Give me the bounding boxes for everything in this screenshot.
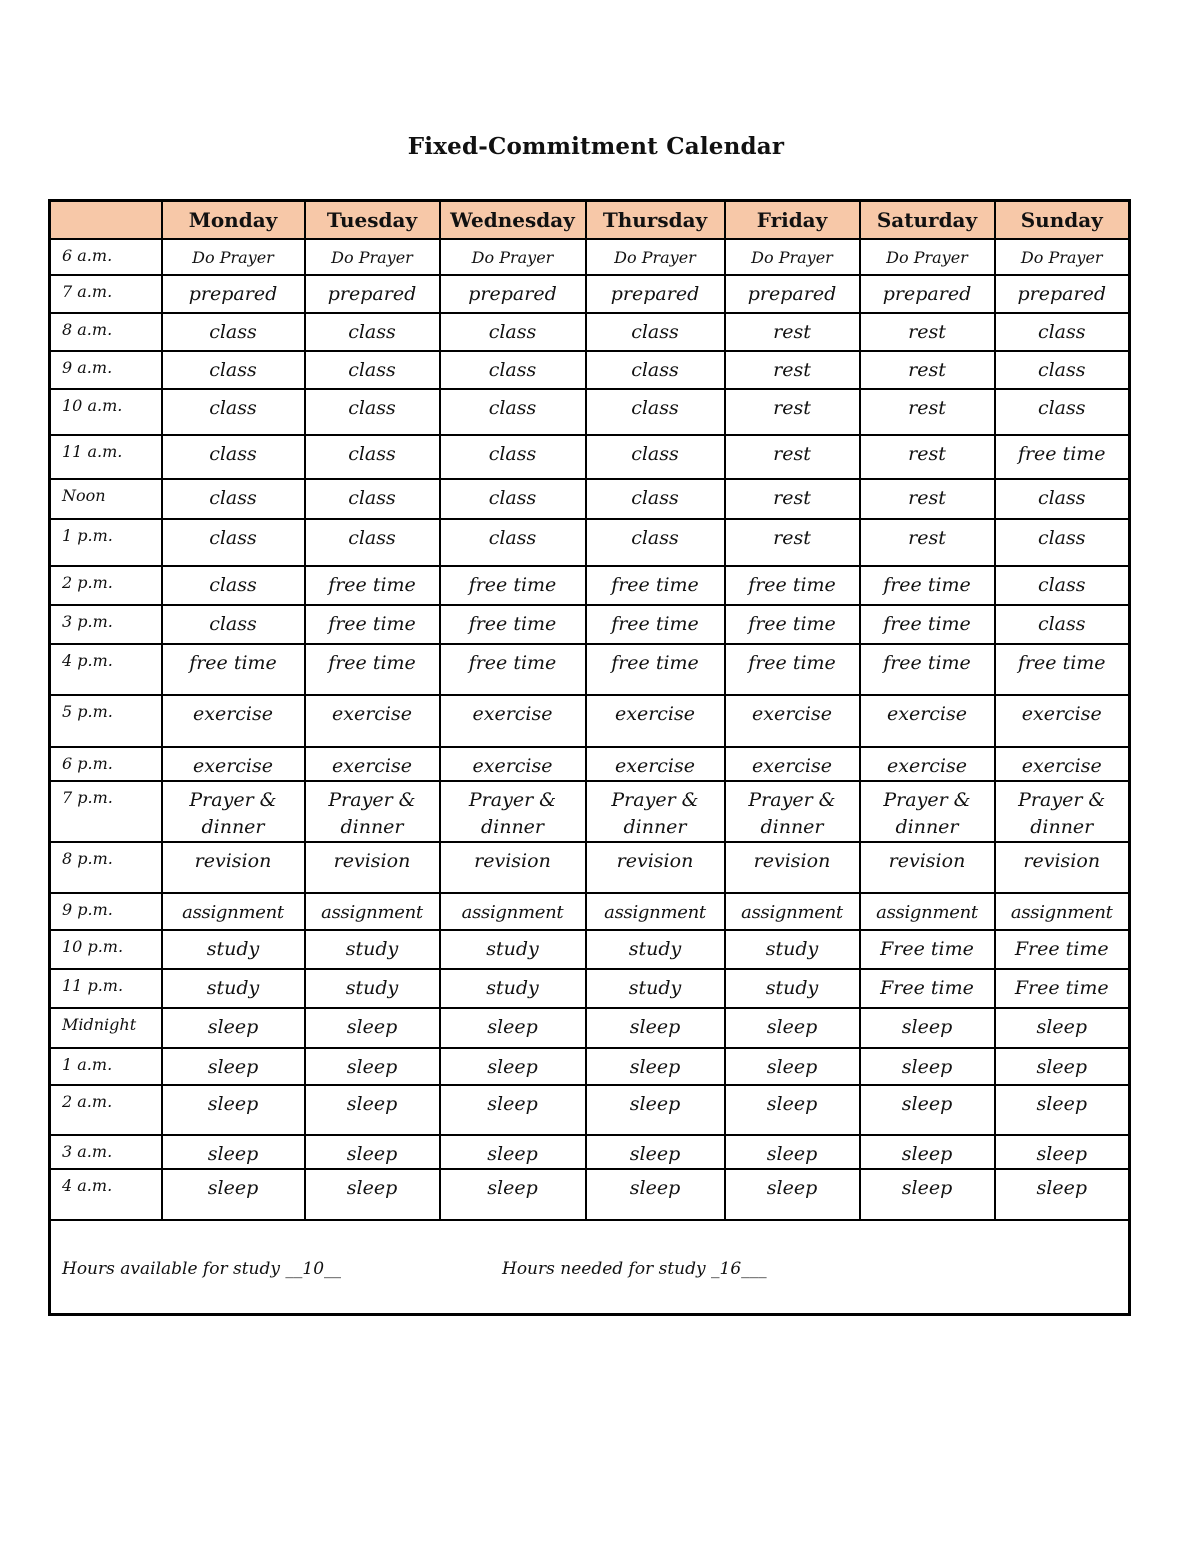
activity-cell: Free time: [995, 969, 1130, 1008]
activity-cell: sleep: [860, 1048, 995, 1085]
activity-cell: sleep: [725, 1048, 860, 1085]
time-column-header: [50, 201, 162, 240]
activity-cell: class: [162, 313, 305, 351]
activity-cell: class: [440, 479, 586, 519]
day-header: Monday: [162, 201, 305, 240]
activity-cell: exercise: [162, 747, 305, 781]
study-hours-footer: [50, 1220, 1130, 1315]
activity-cell: prepared: [725, 275, 860, 313]
activity-cell: rest: [725, 435, 860, 479]
activity-cell: class: [995, 605, 1130, 644]
activity-cell: Prayer & dinner: [725, 781, 860, 842]
activity-cell: prepared: [860, 275, 995, 313]
schedule-row: [50, 435, 1130, 479]
activity-cell: class: [305, 351, 440, 389]
activity-cell: class: [305, 313, 440, 351]
activity-cell: free time: [725, 605, 860, 644]
time-label: 11 p.m.: [50, 969, 162, 1008]
activity-cell: rest: [725, 351, 860, 389]
time-label: 4 p.m.: [50, 644, 162, 695]
day-header: Thursday: [586, 201, 725, 240]
day-header: Sunday: [995, 201, 1130, 240]
activity-cell: free time: [995, 644, 1130, 695]
activity-cell: free time: [725, 644, 860, 695]
activity-cell: assignment: [860, 893, 995, 930]
activity-cell: Do Prayer: [440, 239, 586, 275]
schedule-row: [50, 842, 1130, 893]
activity-cell: assignment: [586, 893, 725, 930]
activity-cell: sleep: [586, 1085, 725, 1135]
activity-cell: class: [586, 313, 725, 351]
activity-cell: prepared: [995, 275, 1130, 313]
activity-cell: exercise: [725, 695, 860, 747]
schedule-row: [50, 1169, 1130, 1220]
activity-cell: assignment: [162, 893, 305, 930]
activity-cell: class: [162, 519, 305, 566]
activity-cell: free time: [162, 644, 305, 695]
activity-cell: exercise: [725, 747, 860, 781]
activity-cell: Do Prayer: [162, 239, 305, 275]
activity-cell: class: [440, 389, 586, 435]
activity-cell: sleep: [995, 1085, 1130, 1135]
time-label: 6 a.m.: [50, 239, 162, 275]
activity-cell: Prayer & dinner: [995, 781, 1130, 842]
activity-cell: class: [162, 351, 305, 389]
time-label: 9 p.m.: [50, 893, 162, 930]
activity-cell: rest: [860, 479, 995, 519]
activity-cell: rest: [860, 435, 995, 479]
activity-cell: sleep: [305, 1169, 440, 1220]
activity-cell: exercise: [440, 695, 586, 747]
activity-cell: Do Prayer: [995, 239, 1130, 275]
schedule-row: [50, 1008, 1130, 1048]
schedule-row: [50, 605, 1130, 644]
header-row: [50, 201, 1130, 240]
time-label: 7 p.m.: [50, 781, 162, 842]
activity-cell: prepared: [440, 275, 586, 313]
activity-cell: revision: [725, 842, 860, 893]
activity-cell: study: [440, 930, 586, 969]
day-header: Saturday: [860, 201, 995, 240]
activity-cell: sleep: [162, 1169, 305, 1220]
activity-cell: class: [305, 389, 440, 435]
activity-cell: prepared: [586, 275, 725, 313]
activity-cell: study: [305, 930, 440, 969]
activity-cell: revision: [995, 842, 1130, 893]
activity-cell: class: [162, 435, 305, 479]
activity-cell: rest: [725, 389, 860, 435]
activity-cell: Prayer & dinner: [162, 781, 305, 842]
activity-cell: free time: [995, 435, 1130, 479]
activity-cell: revision: [860, 842, 995, 893]
activity-cell: sleep: [725, 1135, 860, 1169]
activity-cell: study: [725, 969, 860, 1008]
footer-row: [50, 1220, 1130, 1315]
activity-cell: sleep: [860, 1135, 995, 1169]
schedule-row: [50, 644, 1130, 695]
time-label: 3 p.m.: [50, 605, 162, 644]
activity-cell: sleep: [860, 1169, 995, 1220]
activity-cell: Prayer & dinner: [305, 781, 440, 842]
activity-cell: prepared: [305, 275, 440, 313]
activity-cell: study: [586, 969, 725, 1008]
time-label: 4 a.m.: [50, 1169, 162, 1220]
activity-cell: Prayer & dinner: [440, 781, 586, 842]
activity-cell: exercise: [860, 747, 995, 781]
activity-cell: Do Prayer: [860, 239, 995, 275]
time-label: 11 a.m.: [50, 435, 162, 479]
activity-cell: free time: [586, 566, 725, 605]
activity-cell: sleep: [995, 1135, 1130, 1169]
activity-cell: study: [586, 930, 725, 969]
activity-cell: sleep: [995, 1169, 1130, 1220]
schedule-row: [50, 389, 1130, 435]
schedule-row: [50, 1135, 1130, 1169]
page-title: Fixed-Commitment Calendar: [407, 133, 785, 160]
activity-cell: class: [440, 313, 586, 351]
activity-cell: sleep: [162, 1135, 305, 1169]
activity-cell: class: [995, 351, 1130, 389]
time-label: 2 p.m.: [50, 566, 162, 605]
activity-cell: Prayer & dinner: [860, 781, 995, 842]
activity-cell: class: [586, 389, 725, 435]
activity-cell: sleep: [725, 1169, 860, 1220]
activity-cell: sleep: [440, 1135, 586, 1169]
time-label: 5 p.m.: [50, 695, 162, 747]
time-label: 3 a.m.: [50, 1135, 162, 1169]
activity-cell: Do Prayer: [305, 239, 440, 275]
activity-cell: assignment: [440, 893, 586, 930]
activity-cell: revision: [162, 842, 305, 893]
activity-cell: free time: [586, 605, 725, 644]
activity-cell: sleep: [586, 1008, 725, 1048]
activity-cell: free time: [860, 644, 995, 695]
time-label: 2 a.m.: [50, 1085, 162, 1135]
schedule-row: [50, 695, 1130, 747]
activity-cell: Prayer & dinner: [586, 781, 725, 842]
time-label: 10 p.m.: [50, 930, 162, 969]
activity-cell: class: [305, 435, 440, 479]
activity-cell: class: [995, 479, 1130, 519]
schedule-row: [50, 930, 1130, 969]
activity-cell: free time: [586, 644, 725, 695]
activity-cell: exercise: [305, 747, 440, 781]
activity-cell: class: [440, 519, 586, 566]
schedule-row: [50, 781, 1130, 842]
activity-cell: Free time: [860, 969, 995, 1008]
schedule-row: [50, 1085, 1130, 1135]
schedule-row: [50, 239, 1130, 275]
activity-cell: class: [440, 351, 586, 389]
activity-cell: revision: [586, 842, 725, 893]
time-label: 9 a.m.: [50, 351, 162, 389]
time-label: 8 p.m.: [50, 842, 162, 893]
activity-cell: free time: [860, 566, 995, 605]
time-label: 7 a.m.: [50, 275, 162, 313]
activity-cell: class: [586, 479, 725, 519]
activity-cell: exercise: [586, 695, 725, 747]
activity-cell: free time: [440, 605, 586, 644]
activity-cell: sleep: [995, 1048, 1130, 1085]
activity-cell: study: [162, 930, 305, 969]
activity-cell: class: [305, 519, 440, 566]
schedule-table: [48, 199, 1131, 1316]
activity-cell: revision: [305, 842, 440, 893]
schedule-row: [50, 893, 1130, 930]
activity-cell: exercise: [440, 747, 586, 781]
activity-cell: free time: [725, 566, 860, 605]
activity-cell: class: [162, 566, 305, 605]
activity-cell: free time: [305, 605, 440, 644]
activity-cell: rest: [725, 313, 860, 351]
activity-cell: free time: [440, 566, 586, 605]
activity-cell: exercise: [162, 695, 305, 747]
activity-cell: Free time: [860, 930, 995, 969]
activity-cell: class: [162, 389, 305, 435]
schedule-row: [50, 566, 1130, 605]
activity-cell: sleep: [725, 1008, 860, 1048]
activity-cell: class: [995, 313, 1130, 351]
time-label: Midnight: [50, 1008, 162, 1048]
schedule-row: [50, 479, 1130, 519]
activity-cell: class: [305, 479, 440, 519]
activity-cell: study: [305, 969, 440, 1008]
activity-cell: sleep: [162, 1048, 305, 1085]
activity-cell: revision: [440, 842, 586, 893]
activity-cell: sleep: [440, 1048, 586, 1085]
activity-cell: study: [162, 969, 305, 1008]
activity-cell: assignment: [725, 893, 860, 930]
schedule-row: [50, 747, 1130, 781]
activity-cell: sleep: [995, 1008, 1130, 1048]
time-label: 10 a.m.: [50, 389, 162, 435]
activity-cell: sleep: [440, 1008, 586, 1048]
activity-cell: sleep: [440, 1085, 586, 1135]
activity-cell: study: [440, 969, 586, 1008]
activity-cell: sleep: [725, 1085, 860, 1135]
activity-cell: class: [162, 605, 305, 644]
activity-cell: Do Prayer: [586, 239, 725, 275]
activity-cell: class: [586, 435, 725, 479]
activity-cell: class: [995, 519, 1130, 566]
activity-cell: exercise: [995, 695, 1130, 747]
schedule-row: [50, 1048, 1130, 1085]
hours-available-text: Hours available for study __10__: [62, 1259, 342, 1279]
schedule-row: [50, 519, 1130, 566]
activity-cell: sleep: [860, 1008, 995, 1048]
activity-cell: sleep: [586, 1169, 725, 1220]
time-label: 8 a.m.: [50, 313, 162, 351]
activity-cell: assignment: [305, 893, 440, 930]
activity-cell: prepared: [162, 275, 305, 313]
activity-cell: class: [162, 479, 305, 519]
time-label: 1 a.m.: [50, 1048, 162, 1085]
activity-cell: exercise: [305, 695, 440, 747]
time-label: 1 p.m.: [50, 519, 162, 566]
activity-cell: class: [995, 566, 1130, 605]
activity-cell: exercise: [586, 747, 725, 781]
activity-cell: sleep: [162, 1008, 305, 1048]
activity-cell: sleep: [440, 1169, 586, 1220]
activity-cell: rest: [725, 519, 860, 566]
activity-cell: sleep: [162, 1085, 305, 1135]
activity-cell: sleep: [305, 1008, 440, 1048]
activity-cell: rest: [860, 351, 995, 389]
hours-needed-text: Hours needed for study _16___: [502, 1259, 767, 1279]
activity-cell: sleep: [586, 1048, 725, 1085]
activity-cell: class: [440, 435, 586, 479]
activity-cell: sleep: [305, 1135, 440, 1169]
time-label: 6 p.m.: [50, 747, 162, 781]
day-header: Friday: [725, 201, 860, 240]
schedule-row: [50, 313, 1130, 351]
activity-cell: rest: [860, 389, 995, 435]
activity-cell: sleep: [860, 1085, 995, 1135]
activity-cell: sleep: [586, 1135, 725, 1169]
activity-cell: free time: [440, 644, 586, 695]
day-header: Wednesday: [440, 201, 586, 240]
activity-cell: Do Prayer: [725, 239, 860, 275]
day-header: Tuesday: [305, 201, 440, 240]
activity-cell: exercise: [995, 747, 1130, 781]
activity-cell: class: [995, 389, 1130, 435]
activity-cell: class: [586, 351, 725, 389]
activity-cell: sleep: [305, 1048, 440, 1085]
activity-cell: free time: [860, 605, 995, 644]
activity-cell: assignment: [995, 893, 1130, 930]
activity-cell: Free time: [995, 930, 1130, 969]
activity-cell: rest: [860, 313, 995, 351]
activity-cell: free time: [305, 644, 440, 695]
schedule-row: [50, 351, 1130, 389]
activity-cell: sleep: [305, 1085, 440, 1135]
schedule-row: [50, 969, 1130, 1008]
activity-cell: rest: [725, 479, 860, 519]
time-label: Noon: [50, 479, 162, 519]
activity-cell: study: [725, 930, 860, 969]
activity-cell: rest: [860, 519, 995, 566]
schedule-row: [50, 275, 1130, 313]
activity-cell: exercise: [860, 695, 995, 747]
activity-cell: class: [586, 519, 725, 566]
activity-cell: free time: [305, 566, 440, 605]
